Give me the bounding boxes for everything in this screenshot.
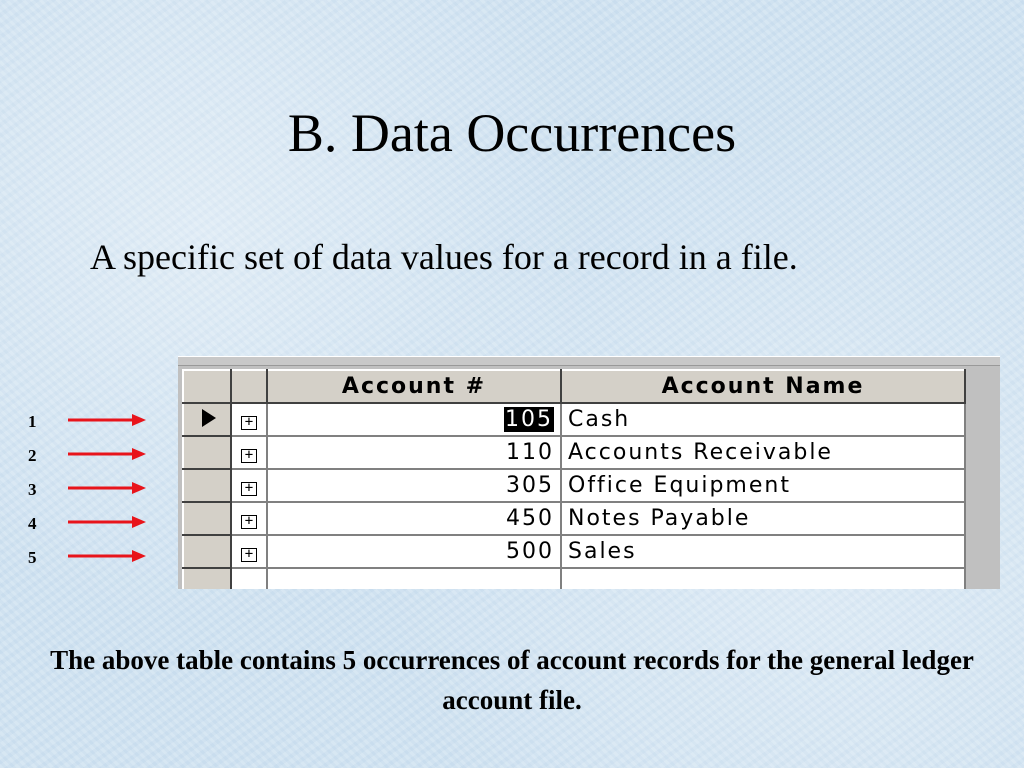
slide-title: B. Data Occurrences (287, 103, 737, 163)
row-selector[interactable] (183, 502, 231, 535)
expand-cell[interactable] (231, 502, 267, 535)
arrow-right-icon (68, 410, 148, 430)
expand-cell[interactable] (231, 469, 267, 502)
marker-number: 2 (28, 446, 37, 465)
account-number-cell[interactable] (267, 403, 561, 436)
expand-plus-icon[interactable]: + (241, 449, 257, 463)
header-expand-cell (231, 370, 267, 403)
slide-caption: The above table contains 5 occurrences of account records for the general ledger account file. (50, 645, 974, 715)
row-selector[interactable] (183, 403, 231, 436)
account-number-cell[interactable]: 305 (267, 469, 561, 502)
new-record-account-cell[interactable] (267, 568, 561, 589)
account-number-cell[interactable]: 110 (267, 436, 561, 469)
current-record-pointer-icon (202, 409, 216, 427)
column-header-account-name[interactable]: Account Name (561, 370, 965, 403)
marker-number: 4 (28, 514, 37, 533)
occurrence-marker (28, 472, 158, 506)
datasheet-screenshot (178, 356, 1000, 589)
arrow-right-icon (68, 444, 148, 464)
expand-plus-icon[interactable]: + (241, 482, 257, 496)
table-row[interactable] (183, 535, 965, 568)
account-name-cell[interactable]: Sales (561, 535, 965, 568)
account-number-cell[interactable]: 450 (267, 502, 561, 535)
account-name-cell[interactable]: Office Equipment (561, 469, 965, 502)
expand-plus-icon[interactable]: + (241, 548, 257, 562)
table-row[interactable] (183, 502, 965, 535)
expand-cell[interactable] (231, 403, 267, 436)
new-record-name-cell[interactable] (561, 568, 965, 589)
row-selector[interactable] (183, 535, 231, 568)
arrow-right-icon (68, 512, 148, 532)
occurrence-marker (28, 540, 158, 574)
expand-cell[interactable] (231, 436, 267, 469)
selected-value: 105 (505, 407, 553, 432)
marker-number: 5 (28, 548, 37, 567)
occurrence-marker (28, 404, 158, 438)
expand-plus-icon[interactable]: + (241, 515, 257, 529)
row-selector[interactable] (183, 436, 231, 469)
column-header-account-number[interactable]: Account # (267, 370, 561, 403)
table-row[interactable] (183, 436, 965, 469)
marker-number: 1 (28, 412, 37, 431)
table-row[interactable] (183, 469, 965, 502)
new-record-selector[interactable] (183, 568, 231, 589)
new-record-expand-cell (231, 568, 267, 589)
account-name-cell[interactable]: Accounts Receivable (561, 436, 965, 469)
account-name-cell[interactable]: Cash (561, 403, 965, 436)
header-selector-cell (183, 370, 231, 403)
slide-subtitle: A specific set of data values for a record in a file. (90, 237, 798, 277)
table-header-row (183, 370, 965, 403)
table-row[interactable] (183, 403, 965, 436)
row-selector[interactable] (183, 469, 231, 502)
arrow-right-icon (68, 546, 148, 566)
expand-plus-icon[interactable]: + (241, 416, 257, 430)
arrow-right-icon (68, 478, 148, 498)
expand-cell[interactable] (231, 535, 267, 568)
account-number-cell[interactable]: 500 (267, 535, 561, 568)
new-record-row[interactable] (183, 568, 965, 589)
accounts-table (182, 369, 966, 589)
account-name-cell[interactable]: Notes Payable (561, 502, 965, 535)
occurrence-marker (28, 506, 158, 540)
marker-number: 3 (28, 480, 37, 499)
occurrence-markers (28, 404, 158, 584)
datasheet-top-strip (178, 357, 1000, 366)
occurrence-marker (28, 438, 158, 472)
